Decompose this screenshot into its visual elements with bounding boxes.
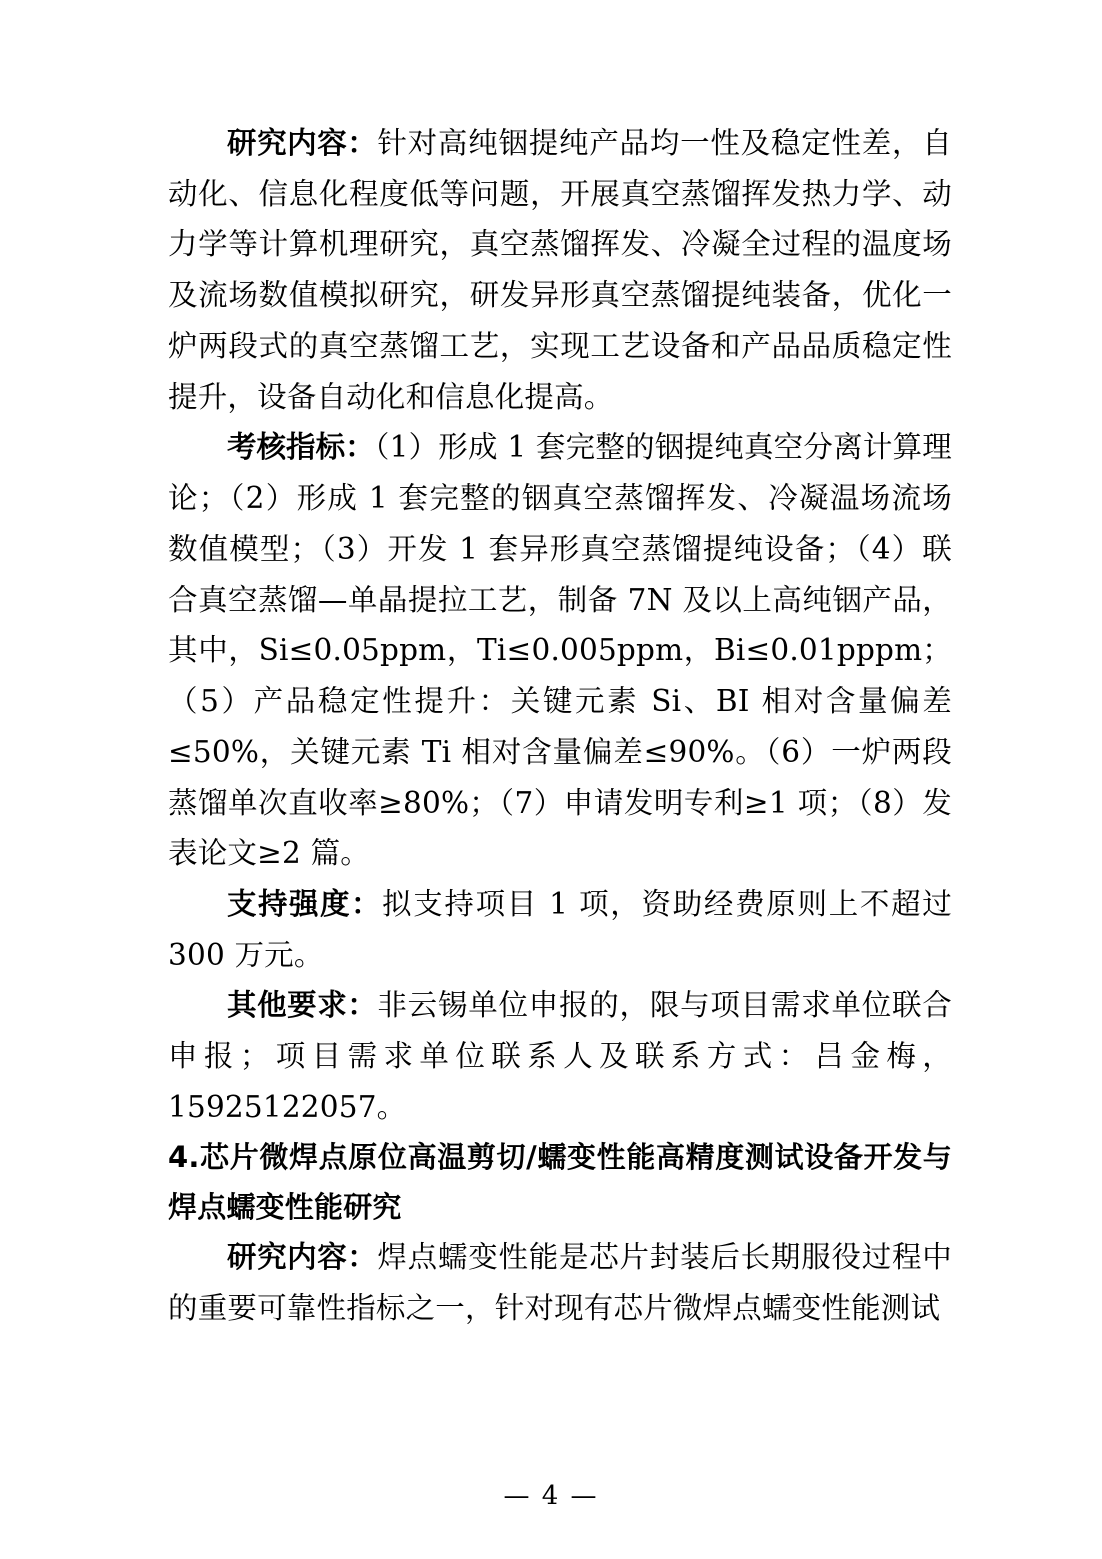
paragraph-text: 非云锡单位申报的，限与项目需求单位联合申报；项目需求单位联系人及联系方式：吕金梅，15925122057。 [168, 988, 952, 1124]
paragraph-text: 拟支持项目 1 项，资助经费原则上不超过 300 万元。 [168, 887, 952, 972]
section-heading-4: 4.芯片微焊点原位高温剪切/蠕变性能高精度测试设备开发与焊点蠕变性能研究 [168, 1139, 952, 1224]
paragraph-text: 焊点蠕变性能是芯片封装后长期服役过程中的重要可靠性指标之一，针对现有芯片微焊点蠕变性能测试 [168, 1240, 952, 1326]
paragraph-lead-label: 研究内容： [227, 1240, 378, 1275]
document-body [168, 118, 952, 1334]
paragraph-research-content-1 [168, 118, 952, 422]
paragraph-research-content-2 [168, 1232, 952, 1333]
paragraph-text: （1）形成 1 套完整的铟提纯真空分离计算理论；（2）形成 1 套完整的铟真空蒸馏挥发、冷凝温场流场数值模型；（3）开发 1 套异形真空蒸馏提纯设备；（4）联合真空蒸馏—单晶提拉工艺，制备 7N 及以上高纯铟产品，其中，Si≤0.05ppm，Ti≤0.005ppm，Bi≤0.01pppm；（5）产品稳定性提升：关键元素 Si、BI 相对含量偏差≤50%，关键元素 Ti 相对含量偏差≤90%。（6）一炉两段蒸馏单次直收率≥80%；（7）申请发明专利≥1 项；（8）发表论文≥2 篇。 [168, 430, 952, 871]
paragraph-lead-label: 考核指标： [227, 430, 375, 465]
paragraph-lead-label: 研究内容： [227, 126, 378, 160]
paragraph-text: 针对高纯铟提纯产品均一性及稳定性差，自动化、信息化程度低等问题，开展真空蒸馏挥发热力学、动力学等计算机理研究，真空蒸馏挥发、冷凝全过程的温度场及流场数值模拟研究，研发异形真空蒸馏提纯装备，优化一炉两段式的真空蒸馏工艺，实现工艺设备和产品品质稳定性提升，设备自动化和信息化提高。 [168, 126, 952, 414]
page-number: — 4 — [503, 1481, 599, 1511]
paragraph-support-level-1 [168, 879, 952, 980]
paragraph-other-requirements-1 [168, 980, 952, 1132]
paragraph-assessment-index-1 [168, 422, 952, 879]
paragraph-lead-label: 其他要求： [227, 988, 378, 1023]
paragraph-lead-label: 支持强度： [227, 887, 382, 922]
